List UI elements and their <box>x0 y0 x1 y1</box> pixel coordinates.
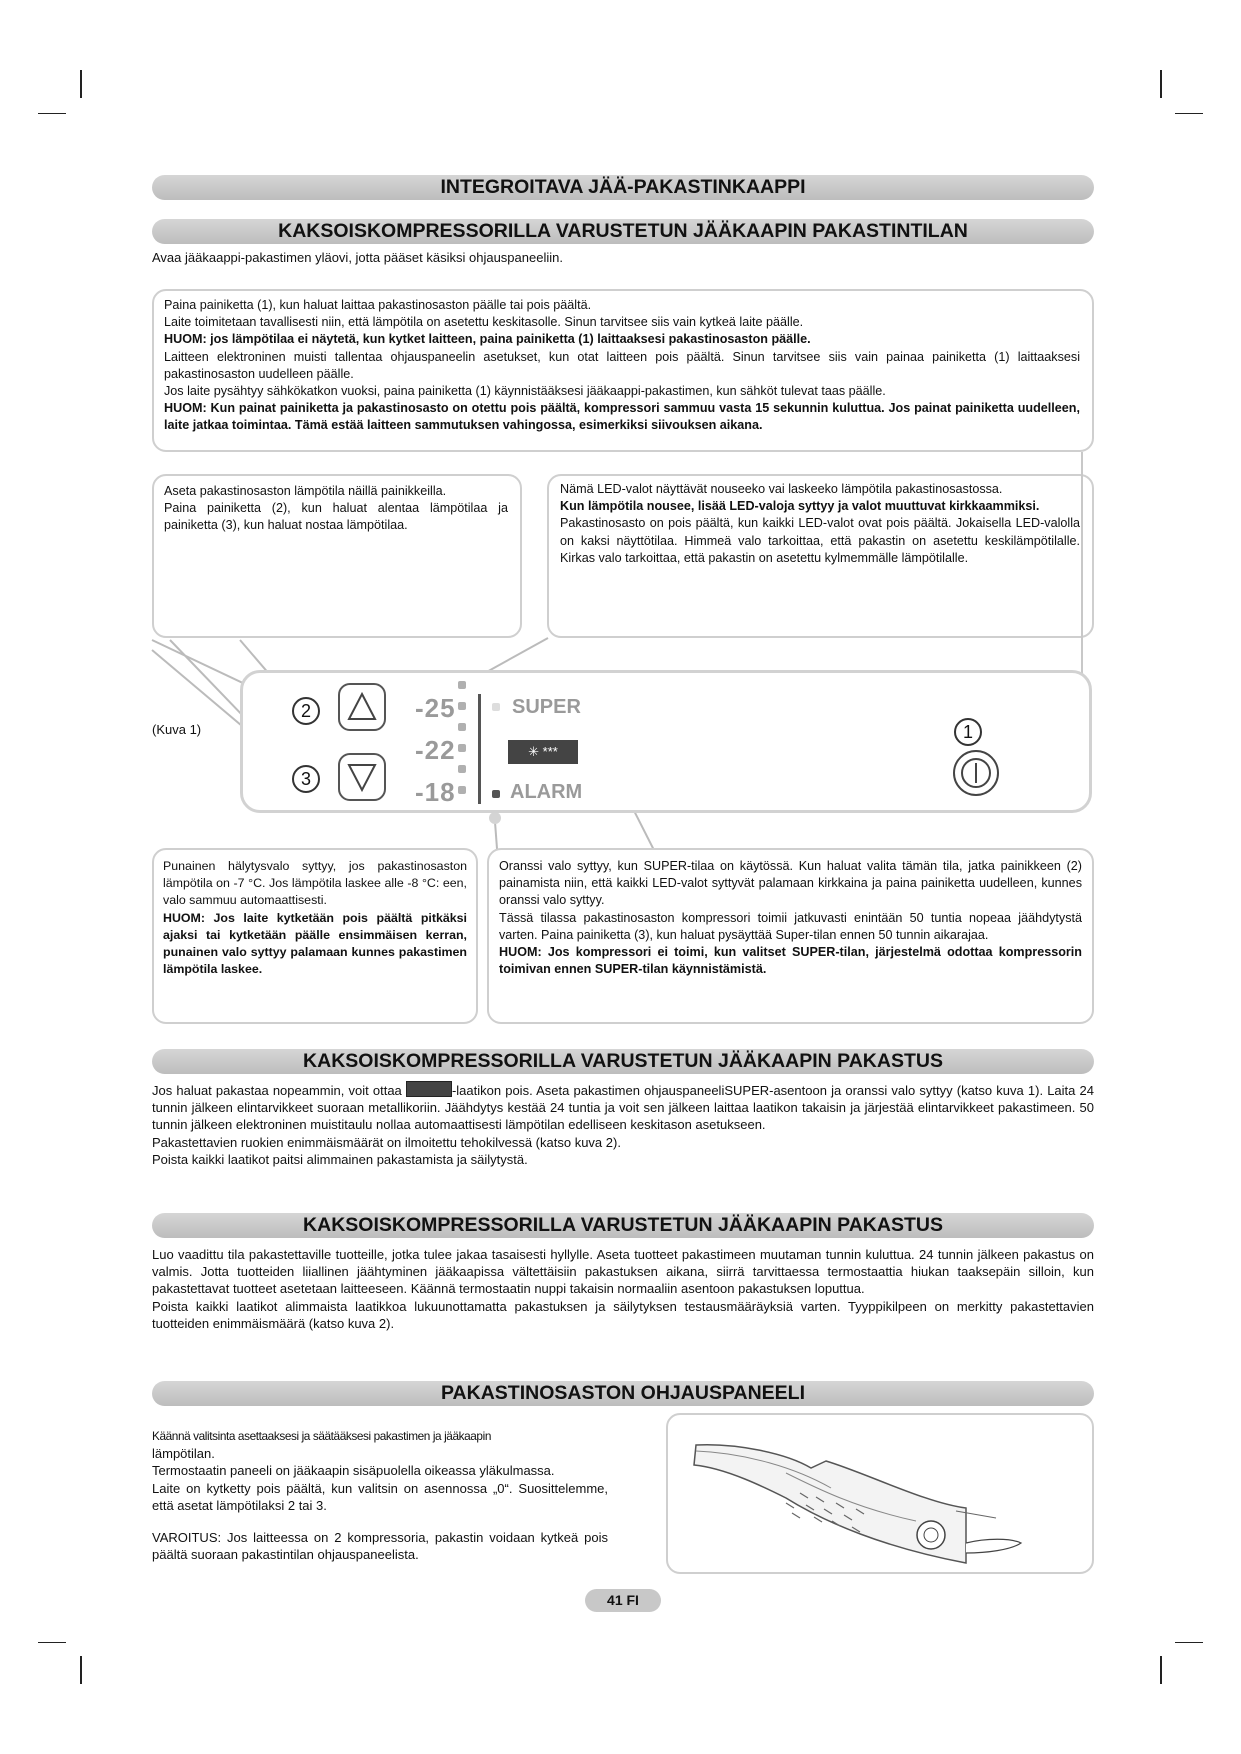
alarm-led <box>492 790 500 798</box>
freezing-2-text <box>152 1246 1094 1332</box>
panel-divider <box>478 694 481 804</box>
power-line-2: Laite toimitetaan tavallisesti niin, että lämpötila on asetettu keskitasolle. Sinun tarvitsee siis vain kytkeä laite päälle. <box>164 315 804 330</box>
callout-number-1: 1 <box>954 718 982 746</box>
super-note: HUOM: Jos kompressori ei toimi, kun valitset SUPER-tilan, järjestelmä odottaa kompressorin toimivan ennen SUPER-tilan käynnistämistä. <box>499 945 1082 977</box>
section-title-freezing-1: KAKSOISKOMPRESSORILLA VARUSTETUN JÄÄKAAPIN PAKASTUS <box>152 1049 1094 1074</box>
leds-note: Kun lämpötila nousee, lisää LED-valoja syttyy ja valot muuttuvat kirkkaammiksi. <box>560 499 1040 514</box>
page-number: 41 FI <box>585 1589 661 1612</box>
triangle-down-icon <box>340 755 384 799</box>
super-line-2: Tässä tilassa pakastinosaston kompressori toimii jatkuvasti enintään 50 tuntia nopeaa jäähdytystä varten. Paina painiketta (3), kun haluat pysäyttää Super-tilan ennen 50 tunnin aikarajaa. <box>499 910 1082 942</box>
led-indicator <box>458 786 466 794</box>
super-led <box>492 703 500 711</box>
temperature-label-minus-22: -22 <box>415 735 456 765</box>
freezer-drawer-inline-symbol <box>406 1081 452 1097</box>
freezing-1-text-b: -laatikon pois. Aseta pakastimen ohjauspaneeliSUPER-asentoon ja oranssi valo syttyy (katso kuva 1). Laita 24 tunnin jälkeen elintarvikkeet suoraan metallikoriin. Jäähdytys kestää 24 tuntia ja voit sen jälkeen laittaa laatikon takaisin ja järjestää elintarvikkeet pakastimeen. 50 tunnin jälkeen elektroninen muistitaulu nollaa automaattisesti lämpötilan edelliseen keskitason asetukseen. <box>152 1083 1094 1133</box>
alarm-note: HUOM: Jos laite kytketään pois päältä pitkäksi ajaksi tai kytketään päälle ensimmäisen kerran, punainen valo syttyy palamaan kunnes pakastimen lämpötila laskee. <box>163 910 467 977</box>
freezing-1-text <box>152 1081 1094 1168</box>
freezing-1-paragraph-1 <box>152 1081 1094 1134</box>
freezing-1-text-a: Jos haluat pakastaa nopeammin, voit ottaa <box>152 1083 402 1098</box>
snowflake-icon: ✳ *** <box>510 742 576 762</box>
main-title: INTEGROITAVA JÄÄ-PAKASTINKAAPPI <box>152 175 1094 200</box>
temperature-up-button[interactable] <box>338 753 386 801</box>
callout-number-2: 2 <box>292 697 320 725</box>
temperature-label-minus-25: -25 <box>415 693 456 723</box>
temp-buttons-line-2: Paina painiketta (2), kun haluat alentaa lämpötilaa ja painiketta (3), kun haluat nostaa lämpötilaa. <box>164 501 508 533</box>
control-panel-warning: VAROITUS: Jos laitteessa on 2 kompressoria, pakastin voidaan kytkeä pois päältä suoraan pakastintilan ohjauspaneelista. <box>152 1530 608 1563</box>
alarm-line-1: Punainen hälytysvalo syttyy, jos pakastinosaston lämpötila on -7 °C. Jos lämpötila laskee alle -8 °C: een, valo sammuu automaattisesti. <box>163 859 467 908</box>
power-line-3: Laitteen elektroninen muisti tallentaa ohjauspaneelin asetukset, kun otat laitteen pois päältä. Sinun tarvitsee siis vain painaa painiketta (1) laittaaksesi pakastinosaston uudelleen päälle. <box>164 349 1080 381</box>
freezer-drawer-symbol <box>508 740 578 764</box>
leds-line-2: Pakastinosasto on pois päältä, kun kaikki LED-valot ovat pois päältä. Jokaisella LED-valolla on kaksi näyttötilaa. Himmeä valo tarkoittaa, että pakastin on asetettu keskilämpötilalle. Kirkas valo tarkoittaa, että pakastin on asetettu kylmemmälle lämpötilalle. <box>560 516 1080 565</box>
power-line-4: Jos laite pysähtyy sähkökatkon vuoksi, paina painiketta (1) käynnistääksesi jääkaappi-pakastimen, kun sähköt tulevat taas päälle. <box>164 384 886 399</box>
led-indicator <box>458 681 466 689</box>
led-indicator <box>458 765 466 773</box>
control-panel-line-4: Laite on kytketty pois päältä, kun valitsin on asennossa „0“. Suosittelemme, että asetat lämpötilaksi 2 tai 3. <box>152 1480 608 1513</box>
power-note-1: HUOM: jos lämpötilaa ei näytetä, kun kytket laitteen, paina painiketta (1) laittaaksesi pakastinosaston päälle. <box>164 332 811 347</box>
led-indicator <box>458 723 466 731</box>
section-title-control-panel: PAKASTINOSASTON OHJAUSPANEELI <box>152 1381 1094 1406</box>
alarm-label: ALARM <box>510 781 583 803</box>
section-title-freezing-2: KAKSOISKOMPRESSORILLA VARUSTETUN JÄÄKAAPIN PAKASTUS <box>152 1213 1094 1238</box>
super-line-1: Oranssi valo syttyy, kun SUPER-tilaa on käytössä. Kun haluat valita tämän tila, jatka painikkeen (2) painamista niin, että kaikki LED-valot syttyvät palamaan kirkkaina ja paina painiketta uudelleen, kunnes oranssi valo syttyy. <box>499 859 1082 908</box>
control-panel-text <box>152 1428 608 1563</box>
temperature-label-minus-18: -18 <box>415 777 456 807</box>
power-button[interactable] <box>953 750 999 796</box>
temp-buttons-line-1: Aseta pakastinosaston lämpötila näillä painikkeilla. <box>164 484 447 498</box>
power-icon <box>955 752 997 794</box>
led-indicator <box>458 744 466 752</box>
section-title-freezer: KAKSOISKOMPRESSORILLA VARUSTETUN JÄÄKAAPIN PAKASTINTILAN <box>152 219 1094 244</box>
super-text <box>499 858 1082 978</box>
super-label: SUPER <box>512 696 581 718</box>
triangle-up-icon <box>340 685 384 729</box>
freezing-2-paragraph-1: Luo vaadittu tila pakastettaville tuotteille, jotka tulee jakaa tasaisesti hyllylle. Aseta tuotteet pakastimeen muutaman tunnin kuluttua. 24 tunnin jälkeen pakastus on valmis. Jotta tuotteiden liiallinen jäähtyminen jääkaapissa vältettäisiin pakastuksen aikana, siirrä tarvittaessa termostaattia hiukan taaksepäin silloin, kun pakastettavat tuotteet asetetaan laitteeseen. Käännä termostaatin nuppi takaisin normaaliin asentoon pakastuksen loputtua. <box>152 1247 1094 1297</box>
figure-caption: (Kuva 1) <box>152 722 202 737</box>
control-panel-line-1: Käännä valitsinta asettaaksesi ja säätääksesi pakastimen ja jääkaapin <box>152 1429 491 1443</box>
freezing-1-paragraph-2: Pakastettavien ruokien enimmäismäärät on ilmoitettu tehokilvessä (katso kuva 2). <box>152 1134 621 1150</box>
temperature-down-button[interactable] <box>338 683 386 731</box>
control-panel-line-3: Termostaatin paneeli on jääkaapin sisäpuolella oikeassa yläkulmassa. <box>152 1463 555 1479</box>
intro-text: Avaa jääkaappi-pakastimen yläovi, jotta pääset käsiksi ohjauspaneeliin. <box>152 250 563 265</box>
control-panel-spacer <box>152 1514 608 1529</box>
callout-number-3: 3 <box>292 765 320 793</box>
led-indicator <box>458 702 466 710</box>
freezing-2-paragraph-2: Poista kaikki laatikot alimmaista laatikkoa lukuunottamatta pakastuksen ja säilytyksen testausmääräyksiä varten. Tyyppikilpeen on merkitty pakastettavien tuotteiden enimmäismäärä (katso kuva 2). <box>152 1298 1094 1331</box>
thermostat-knob-illustration <box>666 1413 1094 1574</box>
freezing-1-paragraph-3: Poista kaikki laatikot paitsi alimmainen pakastamista ja säilytystä. <box>152 1151 528 1167</box>
alarm-text <box>163 858 467 978</box>
leds-line-1: Nämä LED-valot näyttävät nouseeko vai laskeeko lämpötila pakastinosastossa. <box>560 482 1003 496</box>
power-line-1: Paina painiketta (1), kun haluat laittaa pakastinosaston päälle tai pois päältä. <box>164 298 592 312</box>
control-panel-line-2: lämpötilan. <box>152 1446 215 1462</box>
power-note-2: HUOM: Kun painat painiketta ja pakastinosasto on otettu pois päältä, kompressori sammuu vasta 15 sekunnin kuluttua. Jos painat painiketta uudelleen, laite jatkaa toimintaa. Tämä estää laitteen sammutuksen vahingossa, esimerkiksi siivouksen aikana. <box>164 401 1080 433</box>
